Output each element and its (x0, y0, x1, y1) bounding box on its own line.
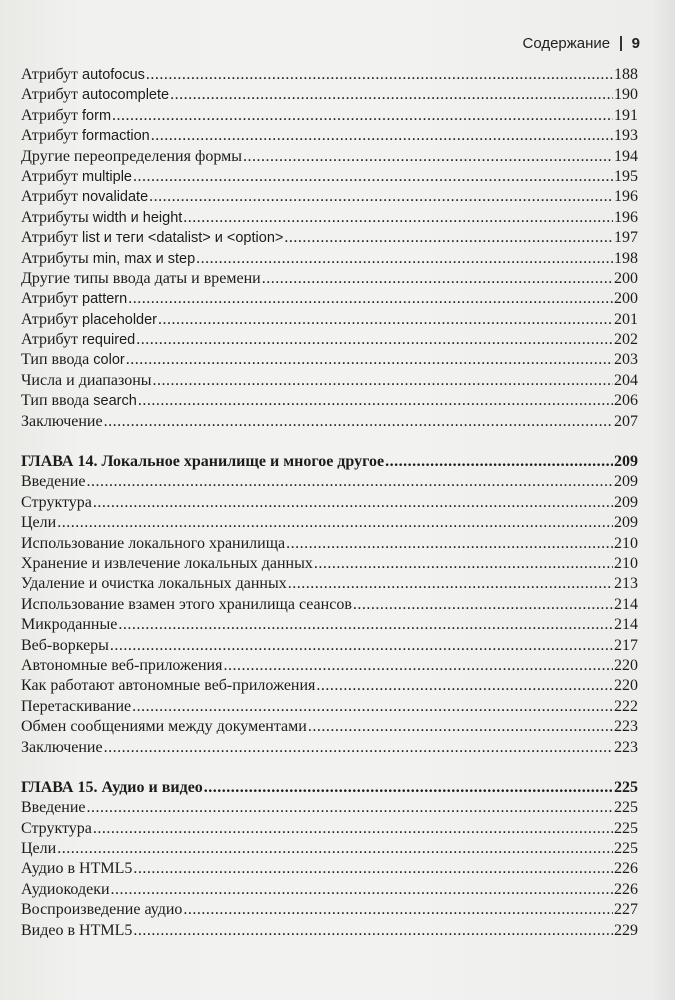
toc-chapter-title: ГЛАВА 14. Локальное хранилище и многое другое (21, 453, 385, 471)
toc-page-number: 195 (614, 167, 638, 185)
toc-entry-title (21, 372, 152, 390)
header-section-title: Содержание (522, 34, 611, 52)
toc-page-number: 217 (614, 636, 638, 654)
toc-page-number: 190 (614, 86, 638, 104)
toc-entry-code-term: required (82, 332, 136, 349)
toc-leader-dots (87, 473, 614, 491)
toc-entry-title (21, 311, 157, 329)
toc-entry-code-term: placeholder (82, 311, 158, 328)
toc-page-number: 193 (614, 127, 638, 145)
toc-chapter-15 (21, 779, 638, 799)
toc-leader-dots (112, 107, 613, 125)
toc-page-number: 223 (614, 718, 638, 736)
toc-entry-text: Атрибут (21, 229, 83, 247)
toc-group-chapter14 (21, 473, 638, 758)
toc-entry (21, 168, 638, 188)
toc-page-number: 196 (614, 188, 638, 206)
toc-leader-dots (57, 840, 613, 858)
toc-entry-title (21, 820, 92, 838)
toc-leader-dots (87, 799, 614, 817)
toc-page-number: 206 (614, 392, 638, 410)
toc-entry-text: Использование локального хранилища (21, 534, 286, 552)
toc-page-number: 209 (614, 493, 638, 511)
toc-page-number: 225 (614, 840, 638, 858)
toc-entry-text: Как работают автономные веб-приложения (21, 677, 316, 695)
toc-page-number: 209 (614, 473, 638, 491)
toc-leader-dots (223, 657, 613, 675)
toc-entry-title (21, 86, 169, 104)
toc-leader-dots (314, 555, 613, 573)
toc-entry (21, 860, 638, 880)
toc-page-number: 225 (614, 799, 638, 817)
toc-leader-dots (243, 148, 613, 166)
toc-page-number: 191 (614, 106, 638, 124)
toc-entry (21, 270, 638, 290)
toc-page-number: 197 (614, 229, 638, 247)
toc-entry-title (21, 922, 132, 940)
toc-entry-title (21, 290, 127, 308)
toc-entry-title (21, 677, 315, 695)
table-of-contents (21, 66, 638, 942)
toc-leader-dots (57, 514, 613, 532)
toc-page-number: 207 (614, 412, 638, 430)
toc-entry (21, 351, 638, 371)
toc-entry (21, 657, 638, 677)
toc-entry-text: Цели (21, 514, 57, 532)
toc-entry-title (21, 881, 110, 899)
toc-leader-dots (133, 860, 613, 878)
toc-entry-text: Введение (21, 799, 86, 817)
toc-entry-text: Тип ввода (21, 392, 94, 410)
toc-leader-dots (133, 922, 613, 940)
toc-entry-text: Атрибуты (21, 208, 93, 226)
toc-entry-text: Введение (21, 473, 86, 491)
toc-entry (21, 616, 638, 636)
toc-leader-dots (110, 637, 613, 655)
toc-entry-title (21, 250, 195, 268)
toc-entry-code-term: min, max и step (92, 250, 196, 267)
toc-entry-title (21, 637, 109, 655)
toc-page-number: 188 (614, 66, 638, 83)
toc-entry-title (21, 107, 111, 125)
toc-entry-text: Заключение (21, 412, 103, 430)
toc-entry (21, 799, 638, 819)
toc-entry-text: Другие типы ввода даты и времени (21, 269, 261, 287)
toc-gap (21, 433, 638, 453)
toc-chapter-14 (21, 453, 638, 473)
toc-entry-title (21, 860, 132, 878)
toc-page-number: 229 (614, 921, 638, 939)
toc-entry (21, 413, 638, 433)
toc-leader-dots (128, 290, 613, 308)
toc-leader-dots (158, 311, 613, 329)
header-separator (620, 36, 622, 51)
toc-leader-dots (308, 718, 613, 736)
toc-leader-dots (149, 188, 613, 206)
toc-entry (21, 596, 638, 616)
toc-entry (21, 86, 638, 106)
toc-leader-dots (385, 453, 613, 471)
toc-entry-title (21, 229, 283, 247)
toc-entry-text: Микроданные (21, 616, 118, 634)
toc-entry-title (21, 616, 117, 634)
toc-entry-text: Атрибут (21, 188, 83, 206)
toc-entry-title (21, 148, 242, 166)
toc-entry (21, 840, 638, 860)
toc-entry-text: Заключение (21, 738, 103, 756)
toc-entry-text: Автономные веб-приложения (21, 656, 223, 674)
toc-entry-text: Атрибут (21, 106, 83, 124)
toc-page-number: 227 (614, 901, 638, 919)
toc-page-number: 223 (614, 738, 638, 756)
toc-entry (21, 392, 638, 412)
toc-leader-dots (111, 881, 613, 899)
toc-entry-title (21, 413, 103, 431)
toc-entry (21, 739, 638, 759)
toc-leader-dots (93, 820, 613, 838)
toc-entry-text: Аудио в HTML5 (21, 860, 133, 878)
toc-page-number: 209 (614, 453, 638, 471)
toc-page-number: 226 (614, 860, 638, 878)
toc-leader-dots (170, 86, 613, 104)
toc-entry (21, 188, 638, 208)
toc-entry-title (21, 66, 145, 84)
toc-entry (21, 820, 638, 840)
toc-entry-code-term: form (82, 107, 112, 124)
toc-entry-text: Видео в HTML5 (21, 921, 133, 939)
toc-entry-text: Тип ввода (21, 351, 94, 369)
toc-leader-dots (196, 250, 613, 268)
toc-entry-title (21, 351, 125, 369)
running-header (522, 33, 640, 53)
toc-entry-text: Воспроизведение аудио (21, 901, 183, 919)
toc-entry-text: Атрибут (21, 66, 83, 83)
toc-entry-title (21, 535, 285, 553)
toc-entry-text: Структура (21, 493, 92, 511)
toc-entry-title (21, 718, 307, 736)
toc-page-number: 210 (614, 534, 638, 552)
toc-entry (21, 66, 638, 86)
toc-entry (21, 127, 638, 147)
toc-entry (21, 473, 638, 493)
toc-entry (21, 718, 638, 738)
toc-entry (21, 881, 638, 901)
toc-gap (21, 759, 638, 779)
toc-page-number: 214 (614, 595, 638, 613)
toc-leader-dots (204, 779, 613, 797)
toc-leader-dots (126, 351, 613, 369)
toc-page-number: 194 (614, 147, 638, 165)
toc-entry (21, 209, 638, 229)
toc-leader-dots (132, 698, 613, 716)
toc-group-chapter15 (21, 799, 638, 942)
toc-entry (21, 372, 638, 392)
toc-leader-dots (136, 331, 613, 349)
toc-leader-dots (153, 372, 613, 390)
toc-leader-dots (183, 901, 613, 919)
toc-entry-text: Атрибут (21, 290, 83, 308)
toc-page-number: 225 (614, 819, 638, 837)
toc-entry-text: Использование взамен этого хранилища сеансов (21, 595, 352, 613)
toc-entry-code-term: multiple (82, 168, 132, 185)
toc-entry-title (21, 392, 137, 410)
toc-page-number: 198 (614, 249, 638, 267)
toc-entry-title (21, 739, 103, 757)
toc-entry-title (21, 514, 56, 532)
toc-entry (21, 575, 638, 595)
toc-leader-dots (138, 392, 613, 410)
toc-entry-text: Атрибут (21, 86, 83, 104)
toc-entry (21, 229, 638, 249)
toc-entry-text: Атрибут (21, 167, 83, 185)
toc-entry-code-term: list и теги <datalist> и <option> (82, 230, 284, 247)
toc-entry-code-term: pattern (82, 291, 128, 308)
toc-page-number: 202 (614, 331, 638, 349)
toc-page-number: 226 (614, 880, 638, 898)
toc-entry (21, 311, 638, 331)
toc-page-number: 213 (614, 575, 638, 593)
toc-leader-dots (288, 575, 613, 593)
toc-entry-code-term: autocomplete (82, 87, 170, 104)
toc-leader-dots (93, 494, 613, 512)
toc-entry-title (21, 657, 222, 675)
toc-entry-title (21, 901, 182, 919)
toc-entry-title (21, 473, 86, 491)
toc-entry-title (21, 127, 150, 145)
toc-entry-text: Хранение и извлечение локальных данных (21, 554, 313, 572)
toc-entry (21, 514, 638, 534)
toc-entry-text: Перетаскивание (21, 697, 132, 715)
toc-entry-title (21, 555, 313, 573)
toc-entry-code-term: search (93, 393, 137, 410)
toc-entry-code-term: width и height (92, 209, 183, 226)
toc-entry-text: Веб-воркеры (21, 636, 109, 654)
toc-entry (21, 698, 638, 718)
toc-entry-text: Атрибут (21, 331, 83, 349)
toc-entry-text: Удаление и очистка локальных данных (21, 575, 287, 593)
toc-leader-dots (353, 596, 613, 614)
toc-entry-title (21, 188, 148, 206)
toc-entry-text: Атрибут (21, 127, 83, 145)
toc-entry-text: Обмен сообщениями между документами (21, 718, 307, 736)
toc-page-number: 203 (614, 351, 638, 369)
toc-entry-code-term: color (93, 352, 125, 369)
toc-entry-text: Другие переопределения формы (21, 147, 242, 165)
toc-page-number: 209 (614, 514, 638, 532)
page-shadow (651, 0, 675, 1000)
toc-group-chapter13-tail (21, 66, 638, 433)
toc-entry (21, 555, 638, 575)
toc-page-number: 204 (614, 371, 638, 389)
toc-entry-text: Атрибут (21, 310, 83, 328)
toc-leader-dots (151, 127, 613, 145)
toc-page-number: 196 (614, 208, 638, 226)
toc-entry-text: Аудиокодеки (21, 880, 110, 898)
toc-page-number: 222 (614, 697, 638, 715)
toc-entry (21, 250, 638, 270)
toc-entry-title (21, 799, 86, 817)
toc-entry-title (21, 270, 261, 288)
toc-entry-code-term: autofocus (82, 67, 145, 83)
toc-entry-code-term: formaction (82, 128, 150, 145)
toc-leader-dots (316, 677, 613, 695)
toc-page-number: 220 (614, 677, 638, 695)
toc-entry-text: Структура (21, 819, 92, 837)
header-page-number: 9 (631, 34, 640, 52)
toc-entry (21, 148, 638, 168)
toc-page-number: 200 (614, 290, 638, 308)
toc-page-number: 200 (614, 269, 638, 287)
toc-leader-dots (183, 209, 613, 227)
toc-entry (21, 290, 638, 310)
toc-page-number: 225 (614, 778, 638, 796)
toc-leader-dots (262, 270, 613, 288)
toc-leader-dots (104, 413, 613, 431)
toc-leader-dots (146, 66, 613, 84)
toc-leader-dots (118, 616, 613, 634)
toc-leader-dots (104, 739, 613, 757)
toc-leader-dots (284, 229, 613, 247)
toc-entry-title (21, 840, 56, 858)
toc-page-number: 214 (614, 616, 638, 634)
toc-entry (21, 677, 638, 697)
toc-entry-title (21, 698, 131, 716)
toc-entry-title (21, 168, 132, 186)
toc-entry (21, 535, 638, 555)
toc-entry-text: Атрибуты (21, 249, 93, 267)
toc-entry (21, 331, 638, 351)
toc-page-number: 210 (614, 554, 638, 572)
toc-leader-dots (286, 535, 613, 553)
toc-chapter-title: ГЛАВА 15. Аудио и видео (21, 778, 203, 796)
toc-entry (21, 637, 638, 657)
toc-entry-title (21, 331, 135, 349)
toc-entry-title (21, 494, 92, 512)
toc-entry (21, 901, 638, 921)
toc-entry-title (21, 596, 352, 614)
toc-leader-dots (133, 168, 613, 186)
toc-entry (21, 494, 638, 514)
toc-page-number: 201 (614, 310, 638, 328)
toc-entry-title (21, 209, 182, 227)
toc-entry-text: Цели (21, 840, 57, 858)
toc-entry-title (21, 575, 287, 593)
toc-entry (21, 107, 638, 127)
toc-entry-code-term: novalidate (82, 189, 149, 206)
toc-entry-text: Числа и диапазоны (21, 371, 152, 389)
toc-entry (21, 922, 638, 942)
toc-page-number: 220 (614, 656, 638, 674)
